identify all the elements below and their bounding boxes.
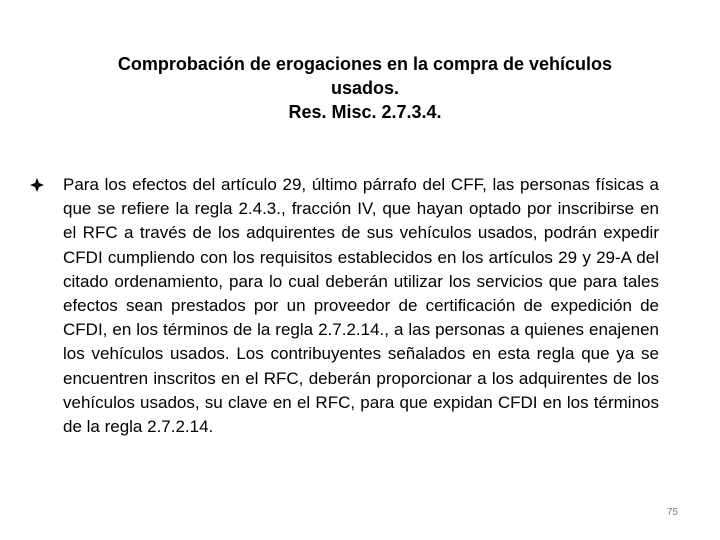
page-number: 75 xyxy=(666,507,678,518)
bullet-item xyxy=(30,173,660,493)
title-line-3: Res. Misc. 2.7.3.4. xyxy=(288,102,442,122)
bullet-paragraph: Para los efectos del artículo 29, último párrafo del CFF, las personas físicas a que se refiere la regla 2.4.3., fracción IV, que hayan optado por inscribirse en el RFC a través de los adquirentes de sus vehículos usados, podrán expedir CFDI cumpliendo con los requisitos establecidos en los artículos 29 y 29-A del citado ordenamiento, para lo cual deberán utilizar los servicios que para tales efectos sean prestados por un proveedor de certificación de expedición de CFDI, en los términos de la regla 2.7.2.14., a las personas a quienes enajenen los vehículos usados. Los contribuyentes señalados en esta regla que ya se encuentren inscritos en el RFC, deberán proporcionar a los adquirentes de los vehículos usados, su clave en el RFC, para que expidan CFDI en los términos de la regla 2.7.2.14. xyxy=(63,175,659,437)
slide-title xyxy=(40,52,690,124)
title-line-1: Comprobación de erogaciones en la compra de vehículos xyxy=(117,54,613,74)
title-line-2: usados. xyxy=(330,78,400,98)
diamond-bullet-icon xyxy=(30,178,44,192)
